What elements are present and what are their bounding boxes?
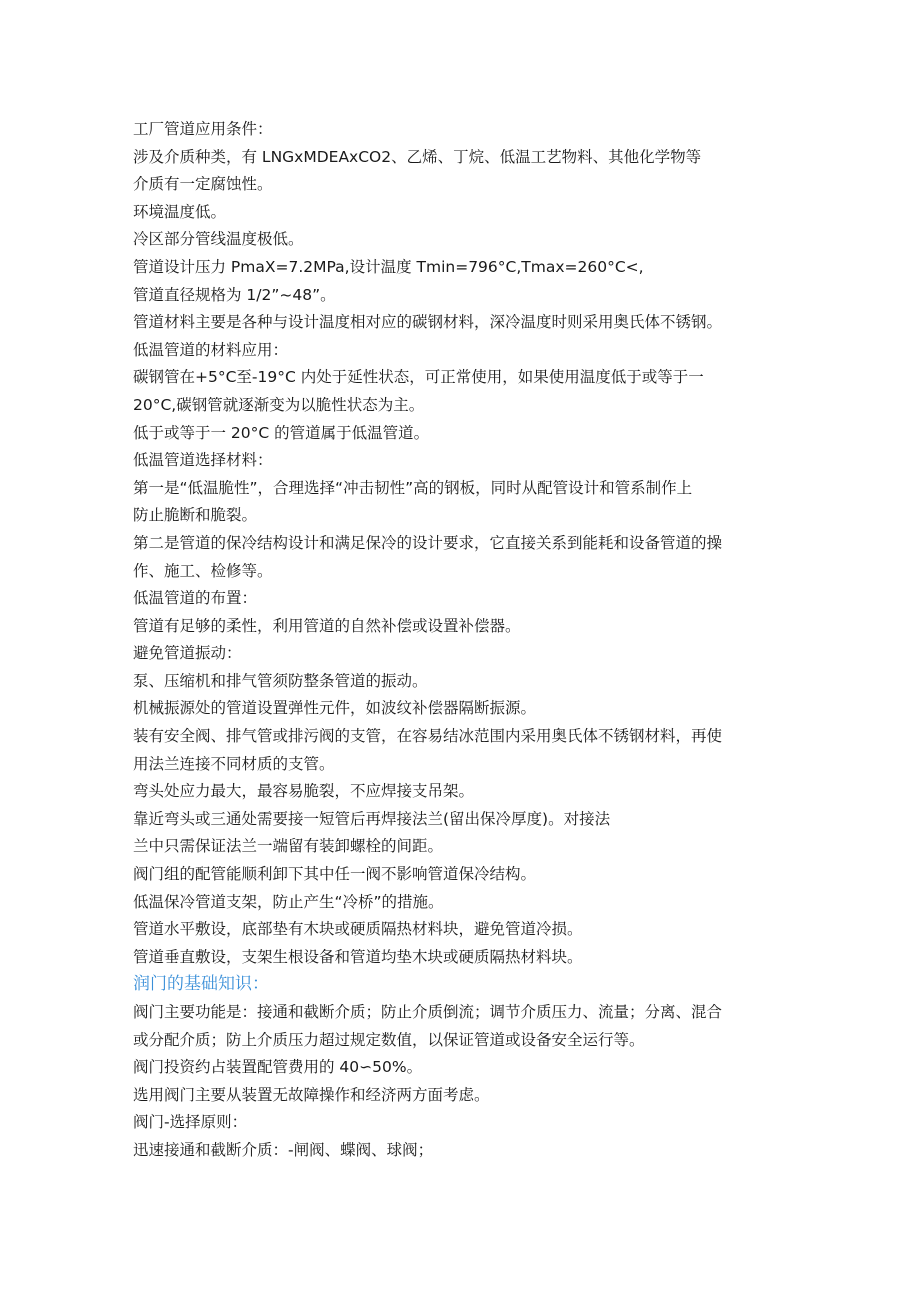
text-line: 用法兰连接不同材质的支管。 <box>133 754 335 773</box>
text-line: 作、施工、检修等。 <box>133 561 273 580</box>
text-line: 阀门-选择原则： <box>133 1113 248 1132</box>
text-line: 机械振源处的管道设置弹性元件，如波纹补偿器隔断振源。 <box>133 699 537 718</box>
text-line: 或分配介质；防上介质压力超过规定数值，以保证管道或设备安全运行等。 <box>133 1030 645 1049</box>
text-line: 靠近弯头或三通处需要接一短管后再焊接法兰(留出保冷厚度)。对接法 <box>133 809 611 828</box>
text-line: 管道设计压力 PmaX=7.2MPa,设计温度 Tmin=796°C,Tmax=260°C<, <box>133 257 644 276</box>
text-line: 低温管道选择材料： <box>133 451 273 470</box>
text-line: 碳钢管在+5°C至-19°C 内处于延性状态，可正常使用，如果使用温度低于或等于一 <box>133 368 704 387</box>
text-line: 环境温度低。 <box>133 202 227 221</box>
text-line: 低温管道的材料应用： <box>133 340 289 359</box>
text-line: 管道材料主要是各种与设计温度相对应的碳钢材料，深冷温度时则采用奥氏体不锈钢。 <box>133 313 723 332</box>
text-line: 迅速接通和截断介质：-闸阀、蝶阀、球阀； <box>133 1140 434 1159</box>
text-line: 阀门组的配管能顺利卸下其中任一阀不影响管道保冷结构。 <box>133 865 537 884</box>
text-line: 低于或等于一 20°C 的管道属于低温管道。 <box>133 423 430 442</box>
text-line: 介质有一定腐蚀性。 <box>133 175 273 194</box>
text-line: 涉及介质种类，有 LNGxMDEAxCO2、乙烯、丁烷、低温工艺物料、其他化学物等 <box>133 147 702 166</box>
text-line: 低温保冷管道支架，防止产生“冷桥”的措施。 <box>133 892 444 911</box>
text-line: 管道直径规格为 1/2”~48”。 <box>133 285 336 304</box>
text-line: 泵、压缩机和排气管须防整条管道的振动。 <box>133 671 428 690</box>
section-heading: 润门的基础知识： <box>133 974 269 995</box>
text-line: 阀门投资约占装置配管费用的 40∽50%。 <box>133 1058 423 1077</box>
text-line: 20°C,碳钢管就逐渐变为以脆性状态为主。 <box>133 395 425 414</box>
text-line: 兰中只需保证法兰一端留有装卸螺栓的间距。 <box>133 837 444 856</box>
text-line: 避免管道振动： <box>133 644 242 663</box>
text-line: 第一是“低温脆性”，合理选择“冲击韧性”高的钢板，同时从配管设计和管系制作上 <box>133 478 693 497</box>
text-line: 装有安全阀、排气管或排污阀的支管，在容易结冰范围内采用奥氏体不锈钢材料，再使 <box>133 727 723 746</box>
text-line: 管道水平敷设，底部垫有木块或硬质隔热材料块，避免管道冷损。 <box>133 920 583 939</box>
text-line: 弯头处应力最大，最容易脆裂，不应焊接支吊架。 <box>133 782 475 801</box>
text-line: 选用阀门主要从装置无故障操作和经济两方面考虑。 <box>133 1085 490 1104</box>
text-line: 第二是管道的保冷结构设计和满足保冷的设计要求，它直接关系到能耗和设备管道的操 <box>133 533 723 552</box>
text-line: 阀门主要功能是：接通和截断介质；防止介质倒流；调节介质压力、流量；分离、混合 <box>133 1003 723 1021</box>
text-line: 防止脆断和脆裂。 <box>133 506 258 525</box>
text-line: 管道垂直敷设，支架生根设备和管道均垫木块或硬质隔热材料块。 <box>133 947 583 966</box>
text-line: 低温管道的布置： <box>133 589 258 608</box>
text-line: 工厂管道应用条件： <box>133 120 273 138</box>
document-page <box>133 116 788 1165</box>
text-line: 冷区部分管线温度极低。 <box>133 230 304 249</box>
text-line: 管道有足够的柔性，利用管道的自然补偿或设置补偿器。 <box>133 616 521 635</box>
